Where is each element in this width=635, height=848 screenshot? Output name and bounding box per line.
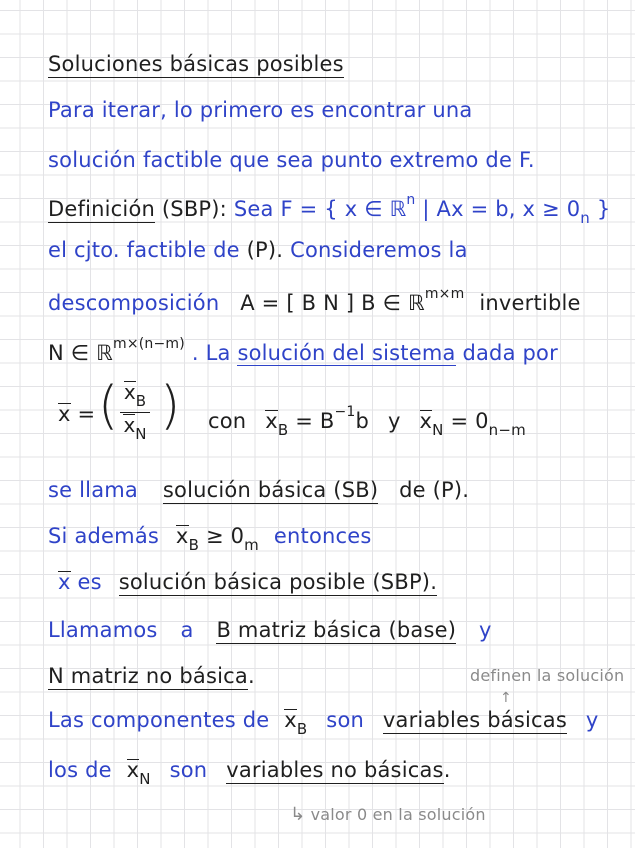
math: ≥ 0 <box>199 524 245 548</box>
annotation-valor0 <box>290 804 486 825</box>
text: y <box>387 409 401 433</box>
title-text: Soluciones básicas posibles <box>48 52 344 76</box>
subscript: B <box>277 421 289 439</box>
math: x <box>284 708 297 732</box>
text: Para iterar, lo primero es encontrar una <box>48 98 473 122</box>
text: y <box>479 618 492 642</box>
corner-arrow-icon: ↳ <box>290 804 306 825</box>
math: = <box>77 402 96 426</box>
text: descomposición <box>48 291 220 315</box>
math: x <box>58 570 71 594</box>
term: variables no básicas <box>226 758 444 782</box>
annotation-text: valor 0 en la solución <box>310 805 486 824</box>
text: invertible <box>479 291 581 315</box>
text: Si además <box>48 524 160 548</box>
paragraph-line-4 <box>48 238 468 262</box>
definition-tag: (SBP): <box>161 197 227 221</box>
componentes-line <box>48 708 599 738</box>
text: son <box>169 758 208 782</box>
text: se llama <box>48 478 138 502</box>
text: a <box>180 618 194 642</box>
text: solución factible que sea punto extremo de F. <box>48 148 535 172</box>
annotation-text: definen la solución <box>470 666 625 685</box>
term: B matriz básica (base) <box>216 618 457 642</box>
text: solución del sistema <box>237 341 456 365</box>
set-close: } <box>590 197 611 221</box>
subscript: N <box>135 425 147 443</box>
definition-line <box>48 192 610 227</box>
decomposition-line <box>48 286 581 315</box>
llamamos-line <box>48 618 492 642</box>
math: b <box>355 409 370 433</box>
text: son <box>326 708 364 732</box>
text: Sea <box>233 197 274 221</box>
term: solución básica posible (SBP). <box>118 570 438 594</box>
text: los de <box>48 758 112 782</box>
left-paren: ( <box>98 376 119 436</box>
set-definition-2: | Ax = b, x ≥ 0 <box>415 197 581 221</box>
subscript: B <box>135 392 147 410</box>
text: es <box>77 570 102 594</box>
subscript: n−m <box>488 421 526 439</box>
exponent: m×(n−m) <box>112 336 185 352</box>
text: entonces <box>273 524 372 548</box>
text: el cjto. factible de <box>48 238 240 262</box>
se-llama-line <box>48 478 469 502</box>
term: N matriz no básica <box>48 664 248 688</box>
arrow-up-icon: ↑ <box>500 690 512 706</box>
text: Las componentes de <box>48 708 270 732</box>
math: = B <box>288 409 335 433</box>
subscript: B <box>188 536 200 554</box>
set-definition: F = { x ∈ ℝ <box>280 197 407 221</box>
subscript: N <box>139 770 151 788</box>
los-de-line: los de $x_N$ son variables no básicas. <box>48 758 451 788</box>
n-definition-line <box>48 336 558 365</box>
math: x <box>58 402 71 426</box>
text: con <box>208 409 247 433</box>
exponent: n <box>406 192 416 208</box>
subscript: n <box>580 209 590 227</box>
text: dada por <box>462 341 558 365</box>
text: y <box>585 708 599 732</box>
math: x <box>126 758 140 782</box>
n-matriz-line: N matriz no básica. <box>48 664 255 688</box>
subscript: m <box>244 536 259 554</box>
es-sbp-line <box>58 570 437 594</box>
vector-fraction <box>120 380 150 443</box>
text: Llamamos <box>48 618 158 642</box>
si-ademas-line <box>48 524 372 554</box>
exponent: −1 <box>334 404 356 420</box>
math: x <box>419 409 433 433</box>
math: x <box>123 380 136 404</box>
math: = 0 <box>443 409 489 433</box>
math: x <box>123 413 136 437</box>
term: variables básicas <box>382 708 567 732</box>
math: x <box>175 524 189 548</box>
math: N ∈ ℝ <box>48 341 113 365</box>
paragraph-line-2 <box>48 148 535 172</box>
page-title <box>48 52 344 76</box>
equation-lhs <box>58 402 95 426</box>
text: de (P). <box>399 478 470 502</box>
equation-rhs <box>208 404 526 439</box>
annotation-definen <box>470 666 624 685</box>
subscript: N <box>432 421 444 439</box>
text: Consideremos la <box>290 238 468 262</box>
term: solución básica (SB) <box>162 478 379 502</box>
text: . La <box>191 341 231 365</box>
text: (P). <box>246 238 284 262</box>
exponent: m×m <box>424 286 465 302</box>
math: A = [ B N ] B ∈ ℝ <box>240 291 425 315</box>
definition-label: Definición <box>48 197 155 221</box>
math: x <box>265 409 278 433</box>
paragraph-line-1 <box>48 98 472 122</box>
subscript: B <box>296 720 308 738</box>
right-paren: ) <box>160 376 181 436</box>
